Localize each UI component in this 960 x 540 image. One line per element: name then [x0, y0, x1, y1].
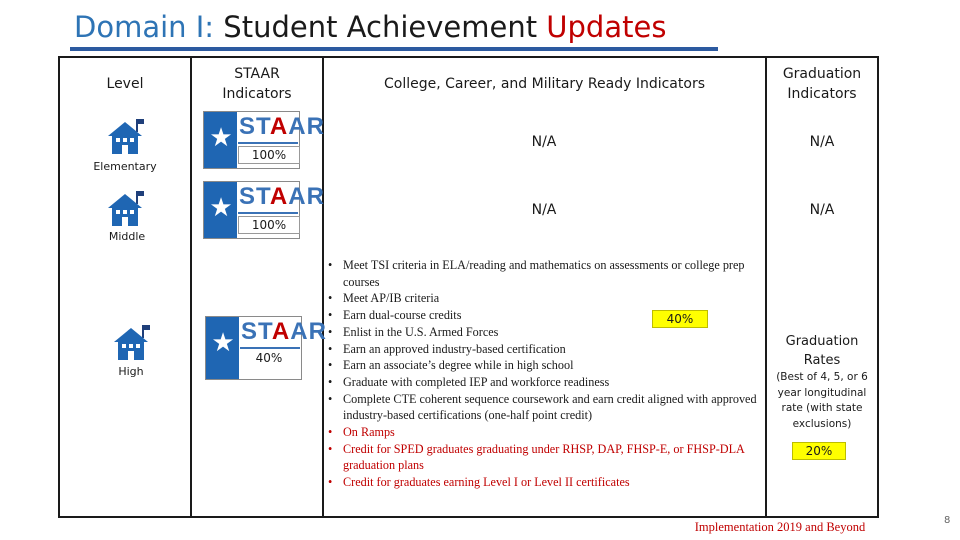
ccmr-elementary: N/A: [531, 134, 557, 150]
ccmr-indicator-item: • Meet AP/IB criteria: [328, 290, 758, 307]
staar-wordmark: STAAR: [241, 318, 327, 345]
level-label-middle: Middle: [108, 230, 146, 243]
header-staar-line1: STAAR: [234, 66, 280, 82]
header-staar: [192, 64, 322, 104]
ccmr-indicator-item: • Enlist in the U.S. Armed Forces: [328, 324, 758, 341]
staar-logo: [205, 316, 327, 380]
ccmr-indicator-item: • Meet TSI criteria in ELA/reading and mathematics on assessments or college prep courses: [328, 257, 758, 290]
grad-weight-high: 20%: [792, 442, 846, 460]
header-grad-line2: Indicators: [787, 86, 857, 102]
school-house-icon: [106, 116, 144, 156]
ccmr-indicator-item: • Earn an associate’s degree while in high school: [328, 357, 758, 374]
ccmr-indicator-item: • Graduate with completed IEP and workforce readiness: [328, 374, 758, 391]
header-grad-line1: Graduation: [782, 66, 862, 82]
page-number: 8: [944, 515, 951, 526]
column-divider: [765, 56, 767, 518]
header-staar-line2: Indicators: [222, 86, 292, 102]
level-label-elementary: Elementary: [93, 160, 157, 173]
star-icon: ★: [209, 122, 233, 152]
ccmr-indicator-item: • Earn an approved industry-based certification: [328, 341, 758, 358]
grad-elementary: N/A: [809, 134, 835, 150]
star-icon: ★: [211, 327, 235, 357]
footer-implementation: Implementation 2019 and Beyond: [694, 520, 866, 534]
title-updates: Updates: [546, 10, 667, 44]
staar-weight-high: 40%: [255, 351, 283, 365]
page-title: [74, 10, 666, 44]
graduation-rates-title: Graduation Rates: [785, 334, 859, 368]
staar-weight-middle: 100%: [238, 216, 300, 234]
title-subject: Student Achievement: [223, 10, 538, 44]
header-level: Level: [106, 76, 144, 92]
ccmr-indicator-item: • Earn dual-course credits: [328, 307, 758, 324]
ccmr-indicator-item: • On Ramps: [328, 424, 758, 441]
staar-weight-elementary: 100%: [238, 146, 300, 164]
header-ccmr: College, Career, and Military Ready Indicators: [384, 76, 705, 92]
ccmr-indicator-list: [328, 257, 758, 491]
title-domain: Domain I:: [74, 10, 215, 44]
ccmr-middle: N/A: [531, 202, 557, 218]
grad-middle: N/A: [809, 202, 835, 218]
ccmr-indicator-item: • Credit for graduates earning Level I or Level II certificates: [328, 474, 758, 491]
ccmr-weight-high: 40%: [652, 310, 708, 328]
header-graduation: [767, 64, 877, 104]
school-house-icon: [112, 322, 150, 362]
staar-wordmark: STAAR: [239, 113, 325, 140]
ccmr-indicator-item: • Credit for SPED graduates graduating under RHSP, DAP, FHSP-E, or FHSP-DLA graduation plans: [328, 441, 758, 474]
column-divider: [190, 56, 192, 518]
star-icon: ★: [209, 192, 233, 222]
level-label-high: High: [118, 365, 144, 378]
staar-wordmark: STAAR: [239, 183, 325, 210]
school-house-icon: [106, 188, 144, 228]
title-underline: [70, 47, 718, 51]
ccmr-indicator-item: • Complete CTE coherent sequence coursework and earn credit aligned with approved industry-based certifications (one-half point credit): [328, 391, 758, 424]
graduation-rates-note: (Best of 4, 5, or 6 year longitudinal rate (with state exclusions): [776, 371, 868, 430]
